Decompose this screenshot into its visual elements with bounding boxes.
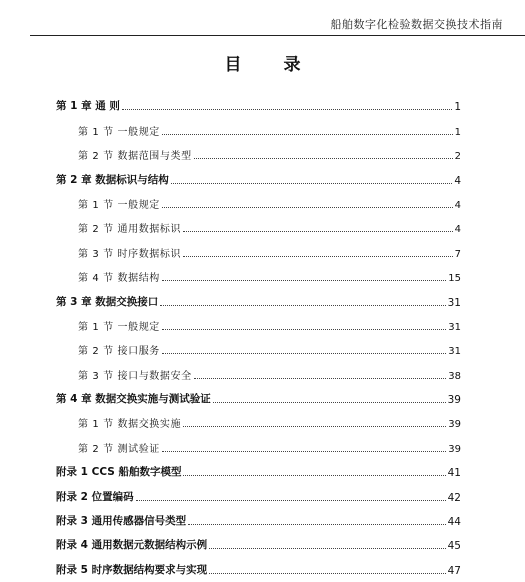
- toc-entry-label: 附录 5 时序数据结构要求与实现: [56, 563, 208, 576]
- toc-page-number: 47: [447, 564, 461, 577]
- toc-page-number: 2: [454, 151, 461, 163]
- toc-entry-label: 第 2 节 测试验证: [78, 443, 160, 455]
- toc-chapter-entry[interactable]: [56, 382, 461, 406]
- toc-page-number: 31: [448, 346, 461, 358]
- toc-entry-label: 第 2 章 数据标识与结构: [56, 173, 169, 186]
- toc-page-number: 39: [448, 419, 461, 431]
- toc-entry-label: 第 4 章 数据交换实施与测试验证: [56, 393, 211, 406]
- toc-dot-leader: [162, 329, 446, 330]
- toc-entry-label: 第 1 节 数据交换实施: [78, 419, 182, 431]
- toc-dot-leader: [122, 109, 452, 110]
- toc-page-number: 39: [447, 394, 461, 407]
- toc-chapter-entry[interactable]: [56, 552, 461, 576]
- toc-page-number: 45: [447, 540, 461, 553]
- toc-dot-leader: [194, 158, 453, 159]
- toc-section-entry[interactable]: [56, 333, 461, 357]
- toc-section-entry[interactable]: [56, 406, 461, 430]
- toc-dot-leader: [209, 548, 446, 549]
- toc-page-number: 15: [448, 273, 461, 285]
- toc-entry-label: 第 1 节 一般规定: [78, 126, 160, 138]
- toc-dot-leader: [162, 353, 446, 354]
- toc-title: 目 录: [224, 55, 319, 75]
- toc-dot-leader: [171, 183, 453, 184]
- toc-entry-label: 附录 4 通用数据元数据结构示例: [56, 539, 208, 552]
- toc-section-entry[interactable]: [56, 211, 461, 235]
- toc-dot-leader: [136, 500, 446, 501]
- toc-section-entry[interactable]: [56, 235, 461, 259]
- toc-dot-leader: [183, 426, 446, 427]
- table-of-contents: [56, 89, 461, 577]
- toc-entry-label: 第 3 节 接口与数据安全: [78, 370, 192, 382]
- toc-page-number: 39: [448, 443, 461, 455]
- toc-dot-leader: [188, 524, 446, 525]
- toc-page-number: 42: [447, 491, 461, 504]
- toc-section-entry[interactable]: [56, 113, 461, 137]
- toc-dot-leader: [213, 402, 446, 403]
- toc-chapter-entry[interactable]: [56, 455, 461, 479]
- toc-page-number: 4: [454, 199, 461, 211]
- toc-page-number: 38: [448, 370, 461, 382]
- toc-dot-leader: [160, 305, 445, 306]
- toc-page-number: 1: [454, 126, 461, 138]
- toc-section-entry[interactable]: [56, 357, 461, 381]
- toc-page-number: 41: [447, 467, 461, 480]
- toc-dot-leader: [194, 378, 447, 379]
- toc-page-number: 44: [447, 516, 461, 529]
- toc-entry-label: 第 3 章 数据交换接口: [56, 295, 159, 308]
- toc-entry-label: 第 2 节 接口服务: [78, 346, 160, 358]
- toc-chapter-entry[interactable]: [56, 504, 461, 528]
- toc-page-number: 1: [454, 101, 461, 114]
- toc-entry-label: 第 3 节 时序数据标识: [78, 248, 182, 260]
- toc-section-entry[interactable]: [56, 430, 461, 454]
- toc-section-entry[interactable]: [56, 138, 461, 162]
- toc-section-entry[interactable]: [56, 260, 461, 284]
- toc-entry-label: 第 4 节 数据结构: [78, 273, 160, 285]
- toc-chapter-entry[interactable]: [56, 162, 461, 186]
- toc-page-number: 4: [454, 224, 461, 236]
- toc-dot-leader: [183, 475, 445, 476]
- toc-entry-label: 第 1 节 一般规定: [78, 199, 160, 211]
- toc-entry-label: 第 1 节 一般规定: [78, 321, 160, 333]
- toc-entry-label: 附录 3 通用传感器信号类型: [56, 515, 187, 528]
- toc-dot-leader: [162, 207, 453, 208]
- toc-page-number: 31: [447, 296, 461, 309]
- toc-entry-label: 附录 1 CCS 船舶数字模型: [56, 466, 182, 479]
- toc-chapter-entry[interactable]: [56, 89, 461, 113]
- toc-entry-label: 第 1 章 通 则: [56, 100, 120, 113]
- toc-page-number: 7: [454, 248, 461, 260]
- toc-dot-leader: [162, 451, 446, 452]
- toc-dot-leader: [209, 573, 446, 574]
- toc-chapter-entry[interactable]: [56, 479, 461, 503]
- toc-chapter-entry[interactable]: [56, 284, 461, 308]
- toc-entry-label: 第 2 节 通用数据标识: [78, 224, 182, 236]
- toc-dot-leader: [162, 134, 453, 135]
- toc-entry-label: 附录 2 位置编码: [56, 490, 134, 503]
- toc-page-number: 4: [454, 174, 461, 187]
- toc-dot-leader: [183, 231, 453, 232]
- toc-page-number: 31: [448, 321, 461, 333]
- toc-dot-leader: [162, 280, 446, 281]
- toc-section-entry[interactable]: [56, 187, 461, 211]
- toc-section-entry[interactable]: [56, 309, 461, 333]
- toc-entry-label: 第 2 节 数据范围与类型: [78, 151, 192, 163]
- header-rule: [30, 35, 525, 36]
- toc-chapter-entry[interactable]: [56, 528, 461, 552]
- toc-dot-leader: [183, 256, 453, 257]
- running-header: 船舶数字化检验数据交换技术指南: [330, 18, 503, 31]
